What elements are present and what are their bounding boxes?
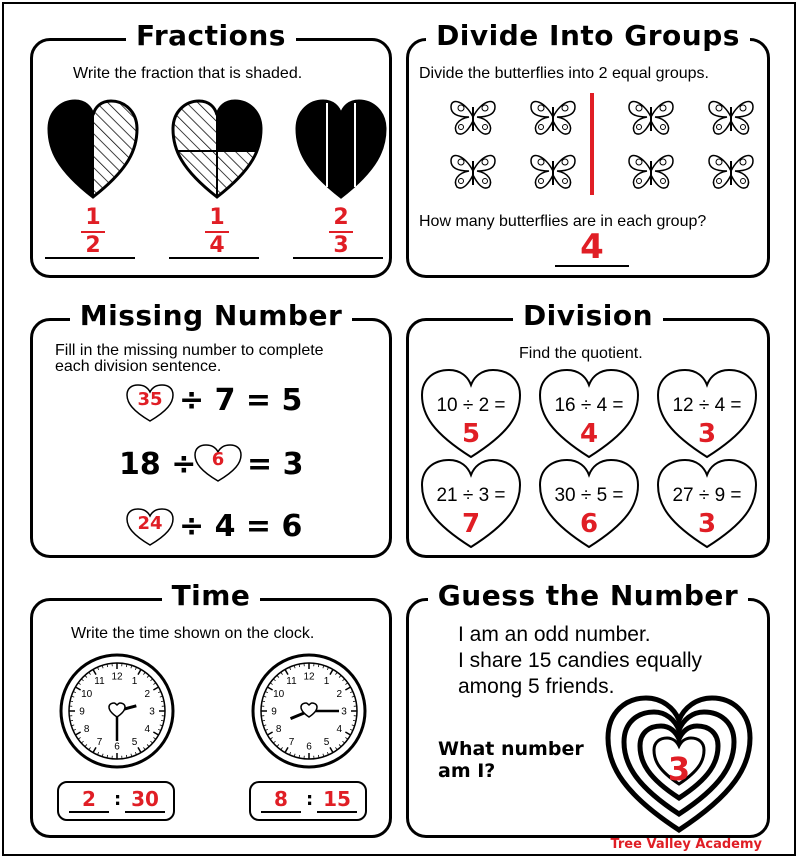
division-heart-4 (419, 457, 537, 567)
time-instruction: Write the time shown on the clock. (71, 625, 315, 642)
heart-half-shaded-icon (47, 99, 139, 199)
svg-text:4: 4 (336, 724, 343, 735)
missing-equation-2-right: = 3 (247, 447, 304, 482)
svg-text:11: 11 (94, 676, 105, 688)
guess-prompt: What number am I? (438, 738, 584, 782)
guess-title: Guess the Number (428, 579, 748, 612)
groups-title: Divide Into Groups (426, 19, 750, 52)
butterfly-icon (447, 149, 499, 197)
missing-answer-heart-1: 35 (125, 383, 175, 423)
division-title: Division (513, 299, 663, 332)
time-panel (30, 579, 392, 838)
fraction-answer-line-3 (293, 257, 383, 259)
guess-riddle: I am an odd number. I share 15 candies equally among 5 friends. (458, 623, 702, 698)
svg-text:6: 6 (114, 741, 120, 753)
time-answer-box-1: 2 : 30 (57, 781, 175, 821)
butterfly-icon (705, 95, 757, 143)
svg-text:9: 9 (79, 706, 85, 718)
missing-instruction-1: Fill in the missing number to complete (55, 342, 324, 359)
svg-text:2: 2 (144, 689, 151, 700)
butterfly-icon (705, 149, 757, 197)
division-question: 27 ÷ 9 = (672, 485, 742, 506)
svg-text:7: 7 (96, 736, 103, 748)
svg-text:3: 3 (149, 706, 155, 718)
butterfly-icon (527, 149, 579, 197)
svg-text:7: 7 (288, 736, 295, 748)
svg-text:12: 12 (303, 671, 315, 683)
division-question: 16 ÷ 4 = (554, 395, 624, 416)
svg-text:11: 11 (286, 676, 297, 688)
missing-title: Missing Number (70, 299, 353, 332)
time-answer-box-2: 8 : 15 (249, 781, 367, 821)
division-heart-6 (655, 457, 773, 567)
fractions-instruction: Write the fraction that is shaded. (73, 65, 303, 82)
missing-equation-2-left: 18 ÷ (119, 447, 197, 482)
division-answer: 3 (697, 509, 717, 539)
fractions-title: Fractions (126, 19, 296, 52)
missing-equation-1: ÷ 7 = 5 (179, 383, 303, 418)
division-answer: 3 (697, 419, 717, 449)
fraction-answer-line-1 (45, 257, 135, 259)
missing-answer-heart-2: 6 (193, 443, 243, 483)
groups-answer-line (555, 265, 629, 267)
butterfly-icon (625, 95, 677, 143)
analog-clock-icon (57, 651, 177, 775)
butterfly-icon (625, 149, 677, 197)
division-answer: 5 (461, 419, 481, 449)
svg-text:8: 8 (83, 724, 90, 735)
division-heart-5 (537, 457, 655, 567)
heart-quarter-shaded-icon (171, 99, 263, 199)
fraction-answer-1: 1 2 (73, 207, 113, 257)
svg-text:4: 4 (144, 724, 151, 735)
division-panel (406, 299, 770, 558)
heart-thirds-shaded-icon (295, 99, 387, 199)
division-question: 30 ÷ 5 = (554, 485, 624, 506)
groups-question: How many butterflies are in each group? (419, 213, 707, 230)
svg-text:1: 1 (131, 676, 138, 688)
svg-text:12: 12 (111, 671, 123, 683)
missing-answer-heart-3: 24 (125, 507, 175, 547)
guess-answer: 3 (667, 750, 691, 788)
footer-brand: Tree Valley Academy (610, 837, 762, 852)
division-question: 12 ÷ 4 = (672, 395, 742, 416)
svg-text:3: 3 (341, 706, 347, 718)
fraction-answer-line-2 (169, 257, 259, 259)
svg-text:1: 1 (323, 676, 330, 688)
division-answer: 4 (579, 419, 599, 449)
division-answer: 7 (461, 509, 481, 539)
butterfly-icon (447, 95, 499, 143)
group-divider-line (590, 93, 594, 195)
svg-text:10: 10 (81, 689, 93, 700)
svg-text:10: 10 (273, 689, 285, 700)
butterfly-icon (527, 95, 579, 143)
svg-text:2: 2 (336, 689, 343, 700)
missing-panel (30, 299, 392, 558)
svg-text:9: 9 (271, 706, 277, 718)
groups-panel (406, 19, 770, 278)
missing-equation-3: ÷ 4 = 6 (179, 509, 303, 544)
svg-text:5: 5 (323, 736, 330, 748)
fraction-answer-2: 1 4 (197, 207, 237, 257)
svg-text:6: 6 (306, 741, 312, 753)
groups-instruction: Divide the butterflies into 2 equal groups. (419, 65, 709, 82)
division-instruction: Find the quotient. (519, 345, 643, 362)
svg-text:8: 8 (275, 724, 282, 735)
division-question: 21 ÷ 3 = (436, 485, 506, 506)
time-title: Time (162, 579, 261, 612)
division-answer: 6 (579, 509, 599, 539)
groups-answer: 4 (580, 227, 604, 267)
division-question: 10 ÷ 2 = (436, 395, 506, 416)
fraction-answer-3: 2 3 (321, 207, 361, 257)
svg-text:5: 5 (131, 736, 138, 748)
missing-instruction-2: each division sentence. (55, 358, 222, 375)
analog-clock-icon (249, 651, 369, 775)
fractions-panel (30, 19, 392, 278)
